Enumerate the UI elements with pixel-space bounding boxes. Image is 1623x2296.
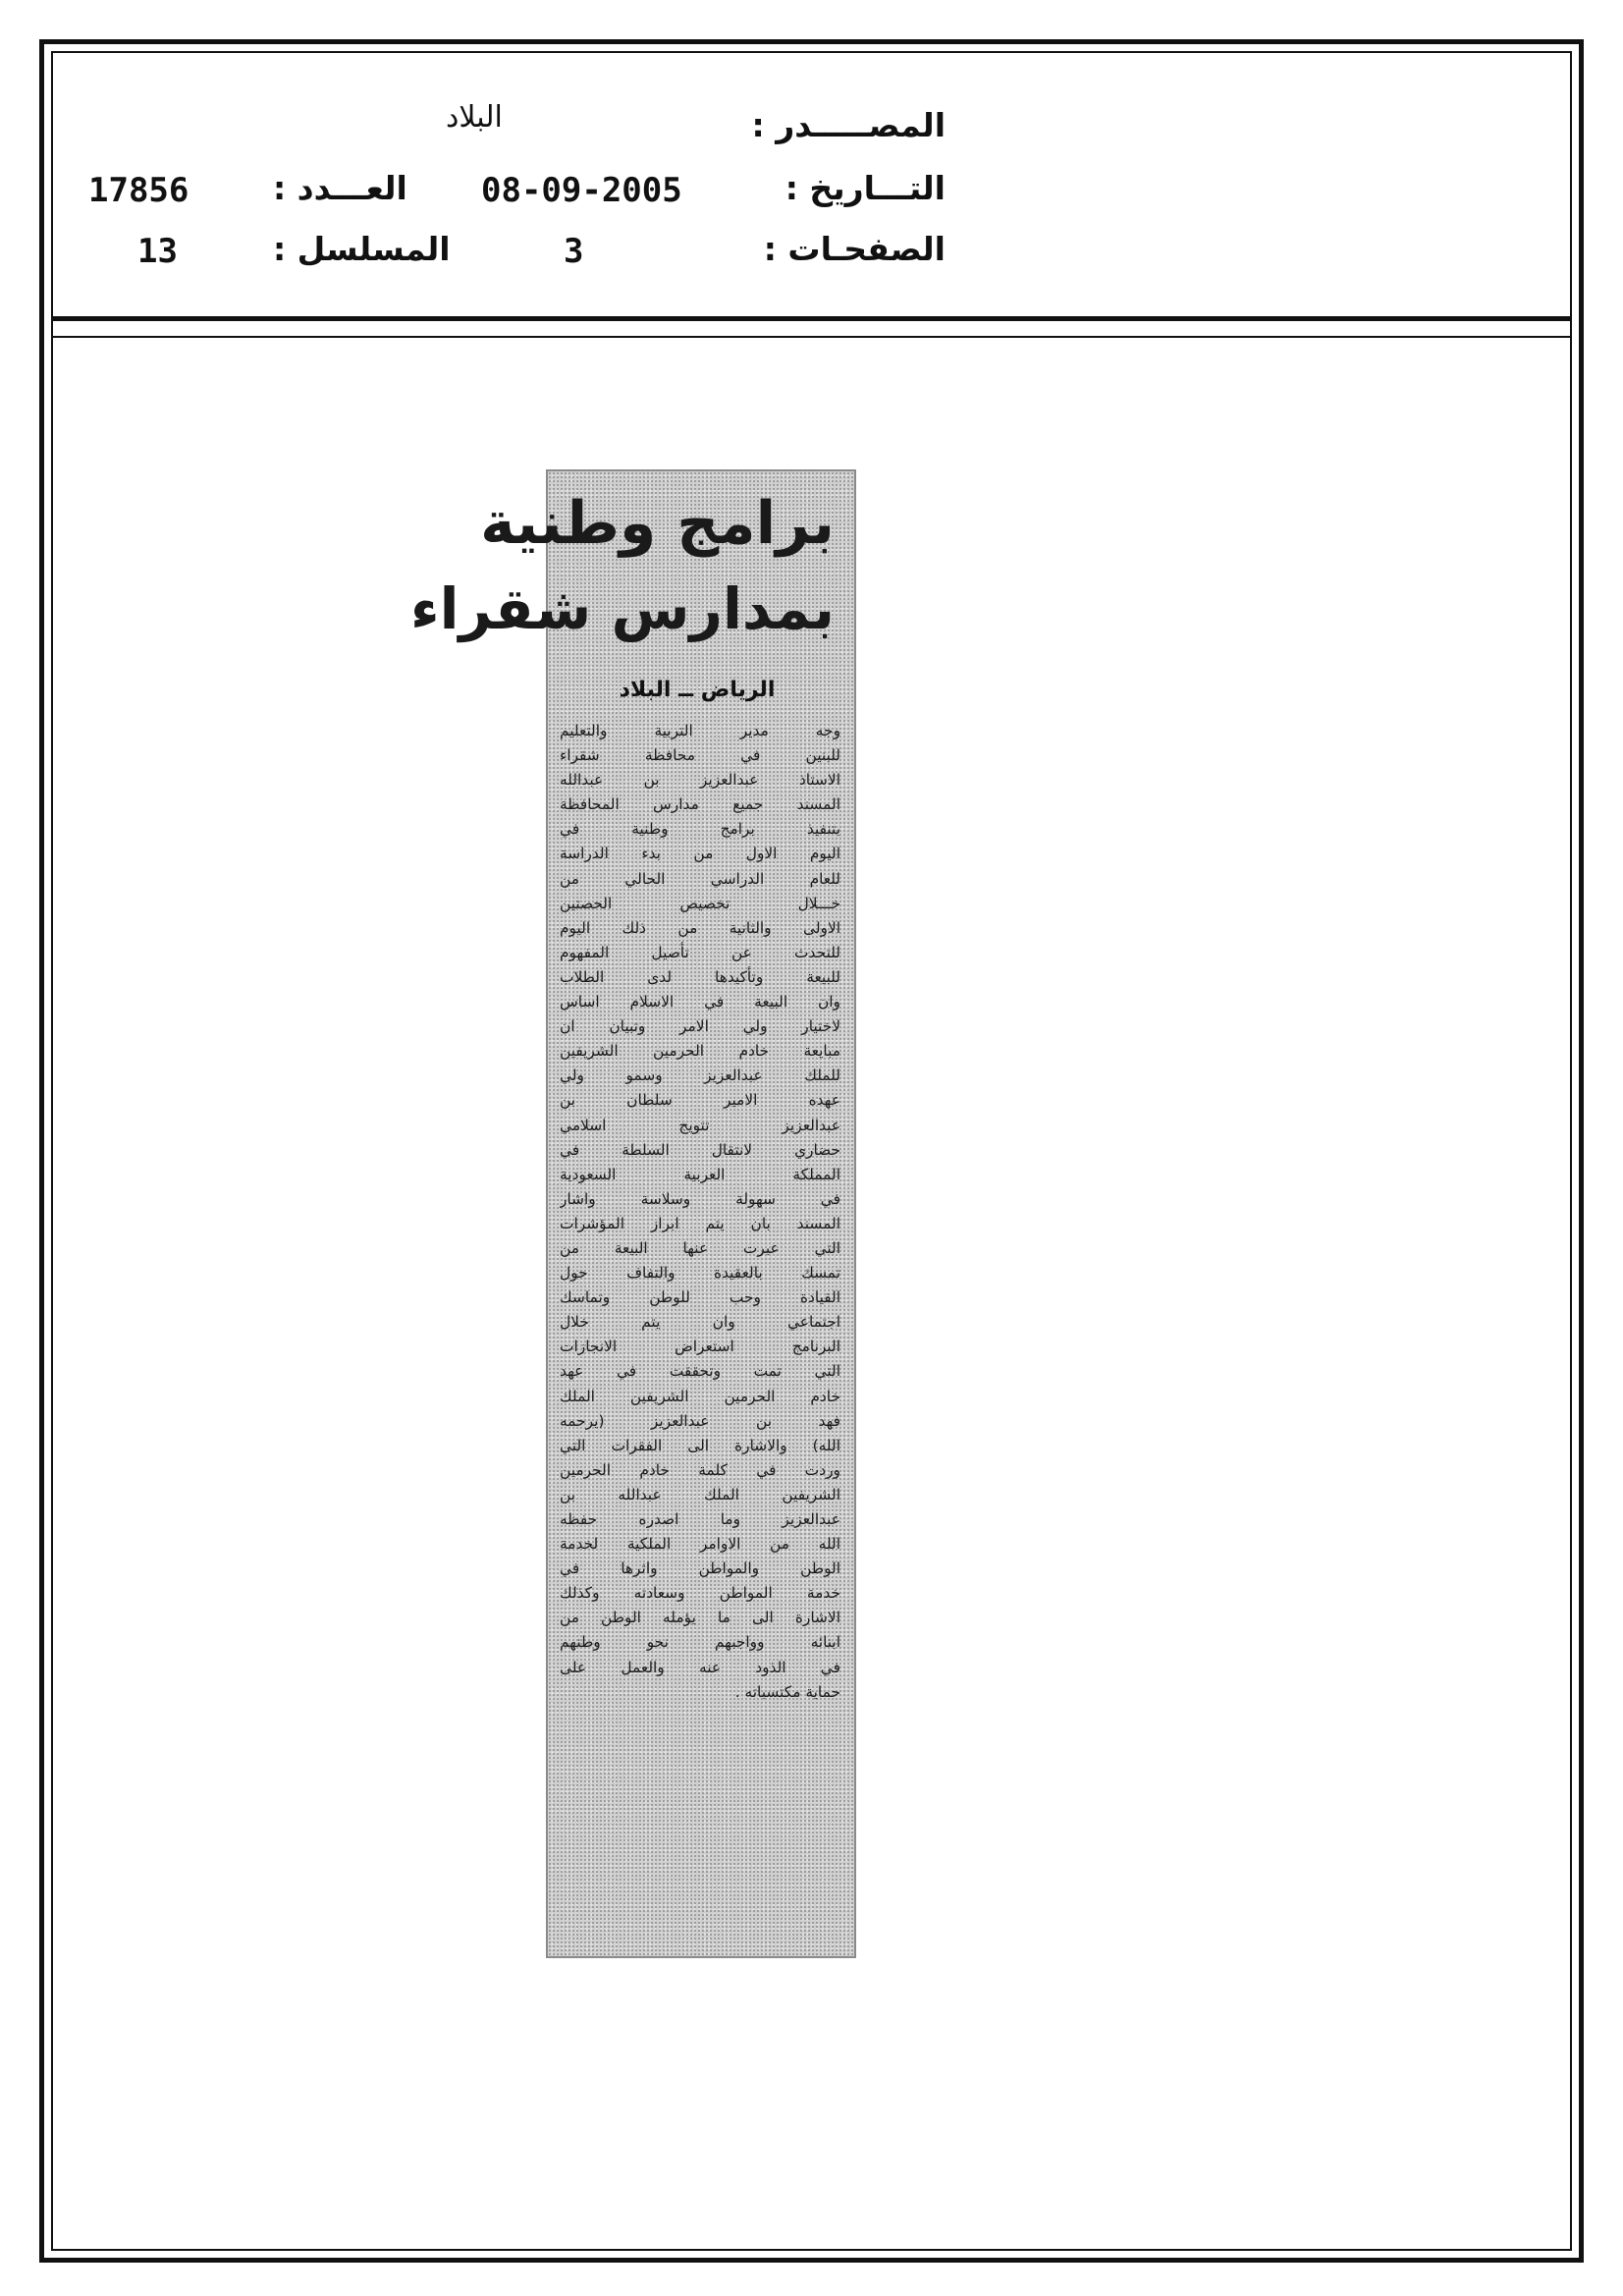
article-body-line: في سهولة وسلاسة واشار [560, 1189, 840, 1208]
article-body-line: اجتماعي وان يتم خلال [560, 1313, 840, 1332]
article-body-line: الشريفين الملك عبدالله بن [560, 1485, 840, 1503]
article-headline-line1: برامج وطنية [480, 489, 835, 558]
article-body-line: الله) والاشارة الى الفقرات التي [560, 1436, 840, 1454]
article-body-line: خـــلال تخصيص الحصتين [560, 894, 840, 912]
article-body-line: حضاري لانتقال السلطة في [560, 1140, 840, 1159]
issue-number: 17856 [88, 171, 189, 210]
article-body-line: التي تمت وتحققت في عهد [560, 1362, 840, 1381]
article-body-line: للتحدث عن تأصيل المفهوم [560, 943, 840, 961]
article-body-line: البرنامج استعراض الانجازات [560, 1338, 840, 1356]
article-body-line: للبنين في محافظة شقراء [560, 746, 840, 765]
article-body-line: الاولى والثانية من ذلك اليوم [560, 918, 840, 937]
date-value: 08-09-2005 [481, 171, 682, 210]
article-body-line: الاشارة الى ما يؤمله الوطن من [560, 1609, 840, 1627]
article-body-line: التي عبرت عنها البيعة من [560, 1238, 840, 1257]
article-body-line: الوطن والمواطن واثرها في [560, 1559, 840, 1578]
article-body-line: مبايعة خادم الحرمين الشريفين [560, 1042, 840, 1061]
article-body-line: في الذود عنه والعمل على [560, 1658, 840, 1676]
article-body-line: وردت في كلمة خادم الحرمين [560, 1460, 840, 1479]
article-body-line: وجه مدير التربية والتعليم [560, 722, 840, 739]
article-body-line: فهد بن عبدالعزيز (يرحمه [560, 1411, 840, 1430]
article-body-line: للملك عبدالعزيز وسمو ولي [560, 1066, 840, 1085]
source-value: البلاد [446, 100, 503, 135]
article-body-line: لاختيار ولي الامر وتبيان ان [560, 1017, 840, 1036]
newspaper-clipping [409, 469, 856, 1958]
article-body-line: عهده الامير سلطان بن [560, 1091, 840, 1110]
pages-label: الصفحـات : [763, 230, 946, 268]
article-dateline: الرياض ــ البلاد [619, 678, 776, 702]
article-body-line: الاستاذ عبدالعزيز بن عبدالله [560, 771, 840, 790]
article-headline-line2: بمدارس شقراء [409, 575, 835, 642]
header-divider-thick [51, 316, 1572, 321]
article-body-line: للبيعة وتأكيدها لدى الطلاب [560, 967, 840, 986]
article-body-line: اليوم الاول من بدء الدراسة [560, 845, 840, 863]
source-label: المصـــــدر : [751, 106, 946, 144]
article-body-line: المملكة العربية السعودية [560, 1165, 840, 1183]
article-body-line: خادم الحرمين الشريفين الملك [560, 1387, 840, 1405]
issue-label: العـــدد : [273, 169, 407, 207]
article-body-line: القيادة وحب للوطن وتماسك [560, 1288, 840, 1307]
article-body-line: تمسك بالعقيدة والتفاف حول [560, 1264, 840, 1283]
pages-value: 3 [564, 232, 584, 271]
article-body-line: المسند جميع مدارس المحافظة [560, 795, 840, 814]
article-body-line: عبدالعزيز وما اصدره حفظه [560, 1510, 840, 1528]
article-body-line: وان البيعة في الاسلام اساس [560, 993, 840, 1011]
article-body-line: المسند بان يتم ابراز المؤشرات [560, 1214, 840, 1232]
article-body [560, 719, 840, 1705]
serial-value: 13 [137, 232, 178, 271]
article-body-line: عبدالعزيز تتويج اسلامي [560, 1116, 840, 1134]
header-divider-thin [51, 336, 1572, 338]
serial-label: المسلسل : [273, 230, 451, 268]
article-body-line: الله من الاوامر الملكية لخدمة [560, 1535, 840, 1554]
article-body-line: ابنائه وواجبهم نحو وطنهم [560, 1633, 840, 1652]
article-body-line: خدمة المواطن وسعادته وكذلك [560, 1584, 840, 1603]
article-body-line: حماية مكتسباته . [734, 1682, 840, 1701]
article-body-line: للعام الدراسي الحالي من [560, 869, 840, 888]
date-label: التـــاريخ : [784, 169, 946, 207]
article-body-line: بتنفيذ برامج وطنية في [560, 820, 840, 839]
